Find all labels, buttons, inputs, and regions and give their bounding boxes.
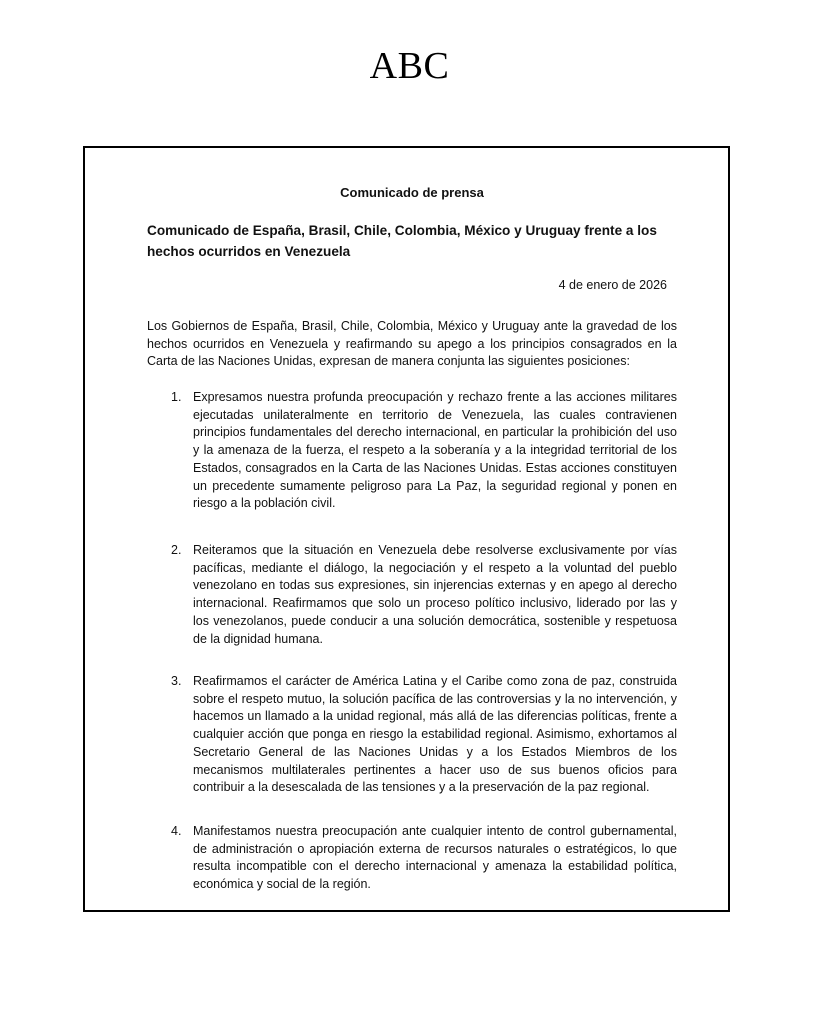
list-item-text: Reafirmamos el carácter de América Latina y el Caribe como zona de paz, construida sobre el respeto mutuo, la solución pacífica de las controversias y la no intervención, y hacemos un llamado a la unidad regional, más allá de las diferencias políticas, frente a cualquier acción que ponga en riesgo la estabilidad regional. Asimismo, exhortamos al Secretario General de las Naciones Unidas y a los Estados Miembros de los mecanismos multilaterales pertinentes a hacer uso de sus buenos oficios para contribuir a la desescalada de las tensiones y a la preservación de la paz regional.	[193, 674, 677, 795]
list-item-number: 1.	[171, 390, 182, 404]
list-item-text: Reiteramos que la situación en Venezuela debe resolverse exclusivamente por vías pacíficas, mediante el diálogo, la negociación y el respeto a la voluntad del pueblo venezolano en todas sus expresiones, sin injerencias externas y en apego al derecho internacional. Reafirmamos que solo un proceso político inclusivo, liderado por las y los venezolanos, puede conducir a una solución democrática, sostenible y respetuosa de la dignidad humana.	[193, 543, 677, 646]
list-item-number: 3.	[171, 674, 182, 688]
document-date: 4 de enero de 2026	[558, 278, 667, 292]
document-subtitle: Comunicado de España, Brasil, Chile, Colombia, México y Uruguay frente a los hechos ocurridos en Venezuela	[147, 223, 657, 259]
list-item-number: 2.	[171, 543, 182, 557]
document-title: Comunicado de prensa	[340, 185, 484, 200]
list-item-number: 4.	[171, 824, 182, 838]
list-item-text: Manifestamos nuestra preocupación ante cualquier intento de control gubernamental, de administración o apropiación externa de recursos naturales o estratégicos, lo que resulta incompatible con el derecho internacional y amenaza la estabilidad política, económica y social de la región.	[193, 824, 677, 892]
list-item-text: Expresamos nuestra profunda preocupación y rechazo frente a las acciones militares ejecutadas unilateralmente en territorio de Venezuela, las cuales contravienen principios fundamentales del derecho internacional, en particular la prohibición del uso y la amenaza de la fuerza, el respeto a la soberanía y a la integridad territorial de los Estados, consagrados en la Carta de las Naciones Unidas. Estas acciones constituyen un precedente sumamente peligroso para La Paz, la seguridad regional y ponen en riesgo a la población civil.	[193, 390, 677, 511]
intro-paragraph: Los Gobiernos de España, Brasil, Chile, Colombia, México y Uruguay ante la gravedad de los hechos ocurridos en Venezuela y reafirmando su apego a los principios consagrados en la Carta de las Naciones Unidas, expresan de manera conjunta las siguientes posiciones:	[147, 319, 677, 369]
press-release-document	[83, 146, 730, 912]
newspaper-logo: ABC	[369, 45, 450, 87]
